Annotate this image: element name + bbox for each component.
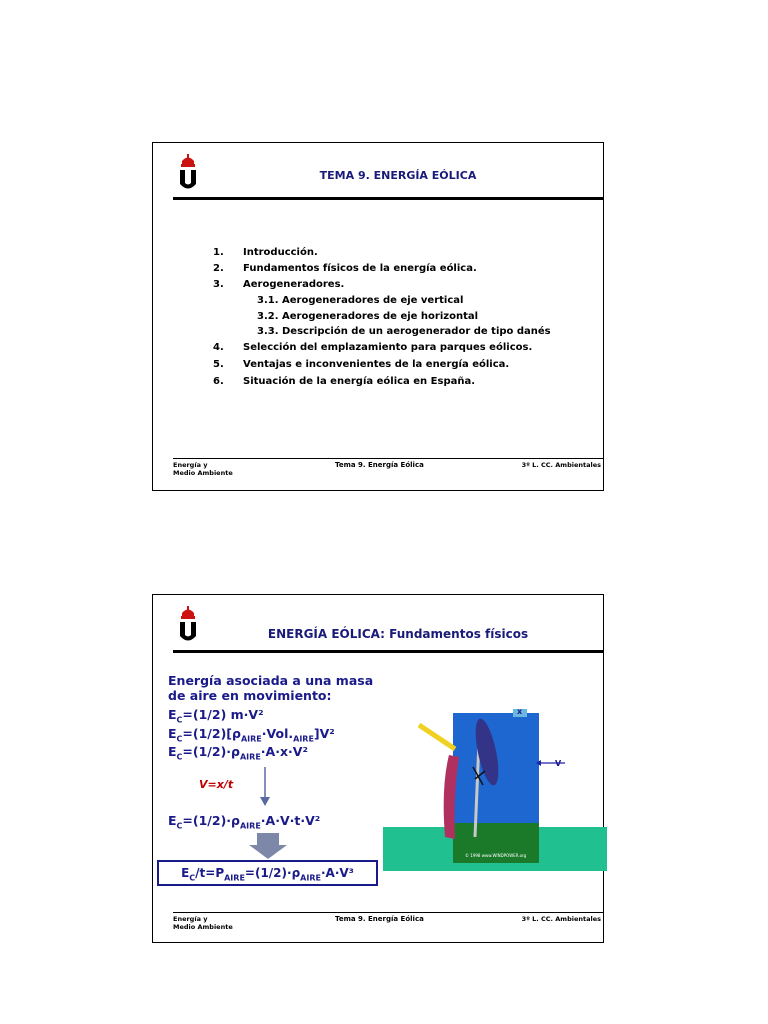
toc-item [213,279,551,295]
intro-line: de aire en movimiento: [168,688,332,703]
thick-down-arrow-icon [249,833,287,859]
toc-subitem: 3.3. Descripción de un aerogenerador de tipo danés [257,326,551,337]
toc-number: 5. [213,358,224,370]
footer-topic: Tema 9. Energía Eólica [335,461,424,469]
toc-item [213,342,551,359]
footer-course-line: Medio Ambiente [173,469,233,477]
toc-label: Introducción. [243,247,318,258]
footer-degree: 3º L. CC. Ambientales [521,461,601,469]
footer-course-line: Energía y [173,915,208,923]
toc-number: 1. [213,247,224,258]
toc-item [213,263,551,279]
footer-divider [173,458,603,459]
wind-turbine-illustration [383,707,607,873]
down-arrow-icon [259,767,271,807]
slide-1 [152,142,604,491]
velocity-relation: V=x/t [199,778,234,791]
equation-time: $E_C=(1/2)\cdot\rho_{AIRE}\cdot A\cdot V\cdot t\cdot V^2$ [168,813,321,831]
slide-title: TEMA 9. ENERGÍA EÓLICA [319,169,477,182]
intro-line: Energía asociada a una masa [168,673,374,688]
toc-label: Aerogeneradores. [243,279,345,290]
toc-label: Situación de la energía eólica en España. [243,375,476,387]
toc-label: Ventajas e inconvenientes de la energía eólica. [243,358,510,370]
title-divider [173,197,603,200]
toc-number: 4. [213,341,224,353]
toc-item [213,247,551,263]
equation-density-volume: $E_C=(1/2)[\rho_{AIRE}\cdot Vol._{AIRE}]V^2$ [168,726,335,744]
toc-subitem: 3.1. Aerogeneradores de eje vertical [257,295,464,306]
equation-area-distance: $E_C=(1/2)\cdot\rho_{AIRE}\cdot A\cdot x\cdot V^2$ [168,744,308,762]
footer-course-line: Energía y [173,461,208,469]
footer-divider [173,912,603,913]
wind-velocity-label: V [555,759,562,768]
equation-kinetic: $E_C=(1/2)$ m·V² [168,707,264,725]
toc-item [213,359,551,376]
toc-subitem: 3.2. Aerogeneradores de eje horizontal [257,310,479,322]
toc-number: 3. [213,279,224,290]
toc-item [213,376,551,392]
footer-course [173,461,233,477]
title-divider [173,650,603,653]
toc-label: Selección del emplazamiento para parques eólicos. [243,341,533,353]
toc-label: Fundamentos físicos de la energía eólica. [243,263,477,274]
distance-label: x [517,707,523,716]
image-credit: © 1998 www.WINDPOWER.org [465,853,527,858]
power-equation-box: $E_C/t=P_{AIRE}=(1/2)\cdot\rho_{AIRE}\cdot A\cdot V^3$ [157,860,378,886]
footer-course [173,915,233,931]
table-of-contents [213,247,551,392]
slide-2 [152,594,604,943]
footer-course-line: Medio Ambiente [173,923,233,931]
footer-degree: 3º L. CC. Ambientales [521,915,601,923]
toc-number: 6. [213,375,224,387]
footer-topic: Tema 9. Energía Eólica [335,915,424,923]
toc-number: 2. [213,263,224,274]
slide-title: ENERGÍA EÓLICA: Fundamentos físicos [267,627,529,641]
